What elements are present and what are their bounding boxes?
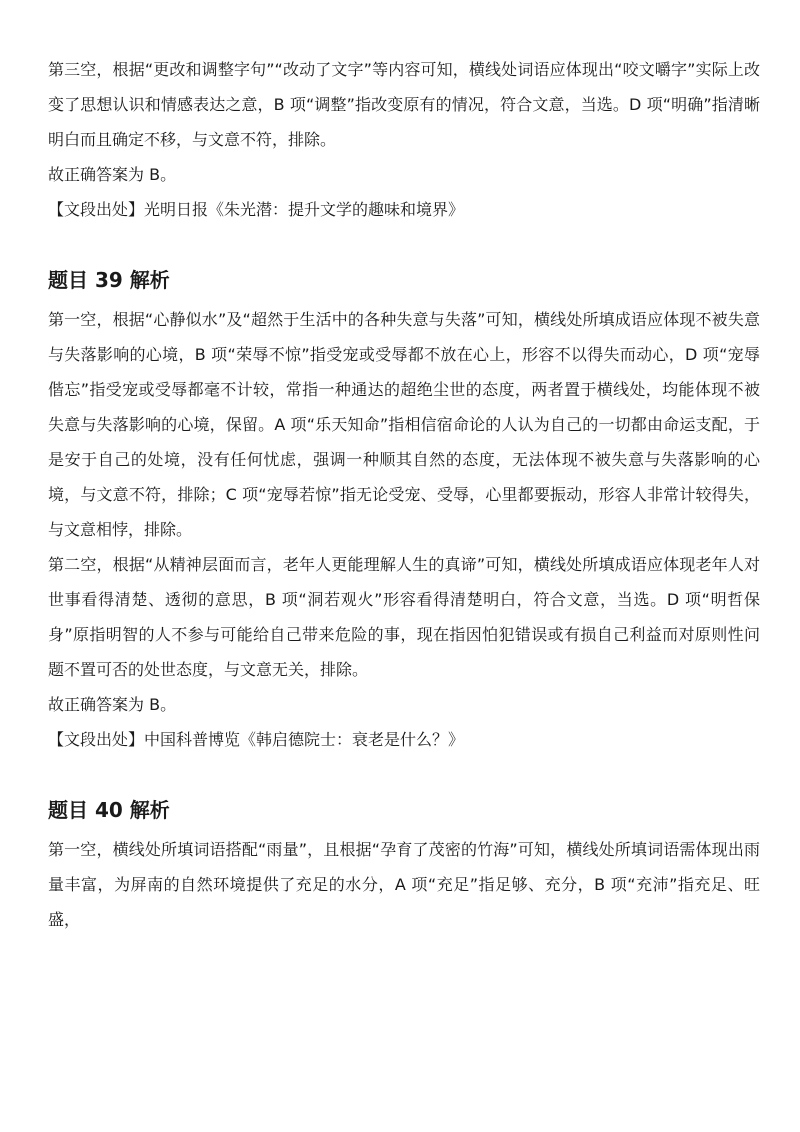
q39-heading: 题目 39 解析 (48, 268, 170, 292)
q38-source: 【文段出处】光明日报《朱光潜：提升文学的趣味和境界》 (48, 200, 465, 219)
document-page (48, 52, 760, 937)
q40-heading: 题目 40 解析 (48, 798, 170, 822)
q39-answer: 故正确答案为 B。 (48, 695, 177, 714)
q40-first-blank-paragraph: 第一空，横线处所填词语搭配“雨量”，且根据“孕育了茂密的竹海”可知，横线处所填词语需体现出雨量丰富，为屏南的自然环境提供了充足的水分，A 项“充足”指足够、充分，B 项“充沛”指充足、旺盛， (48, 840, 760, 929)
q38-third-blank-paragraph: 第三空，根据“更改和调整字句”“改动了文字”等内容可知，横线处词语应体现出“咬文嚼字”实际上改变了思想认识和情感表达之意，B 项“调整”指改变原有的情况，符合文意，当选。D 项“明确”指清晰明白而且确定不移，与文意不符，排除。 (48, 60, 760, 149)
q39-first-blank-paragraph: 第一空，根据“心静似水”及“超然于生活中的各种失意与失落”可知，横线处所填成语应体现不被失意与失落影响的心境，B 项“荣辱不惊”指受宠或受辱都不放在心上，形容不以得失而动心，D 项“宠辱偕忘”指受宠或受辱都毫不计较，常指一种通达的超绝尘世的态度，两者置于横线处，均能体现不被失意与失落影响的心境，保留。A 项“乐天知命”指相信宿命论的人认为自己的一切都由命运支配，于是安于自己的处境，没有任何忧虑，强调一种顺其自然的态度，无法体现不被失意与失落影响的心境，与文意不符，排除；C 项“宠辱若惊”指无论受宠、受辱，心里都要振动，形容人非常计较得失，与文意相悖，排除。 (48, 310, 760, 539)
q39-source: 【文段出处】中国科普博览《韩启德院士：衰老是什么？》 (48, 730, 465, 749)
q38-answer: 故正确答案为 B。 (48, 165, 177, 184)
q39-second-blank-paragraph: 第二空，根据“从精神层面而言，老年人更能理解人生的真谛”可知，横线处所填成语应体现老年人对世事看得清楚、透彻的意思，B 项“洞若观火”形容看得清楚明白，符合文意，当选。D 项“明哲保身”原指明智的人不参与可能给自己带来危险的事，现在指因怕犯错误或有损自己利益而对原则性问题不置可否的处世态度，与文意无关，排除。 (48, 555, 760, 679)
